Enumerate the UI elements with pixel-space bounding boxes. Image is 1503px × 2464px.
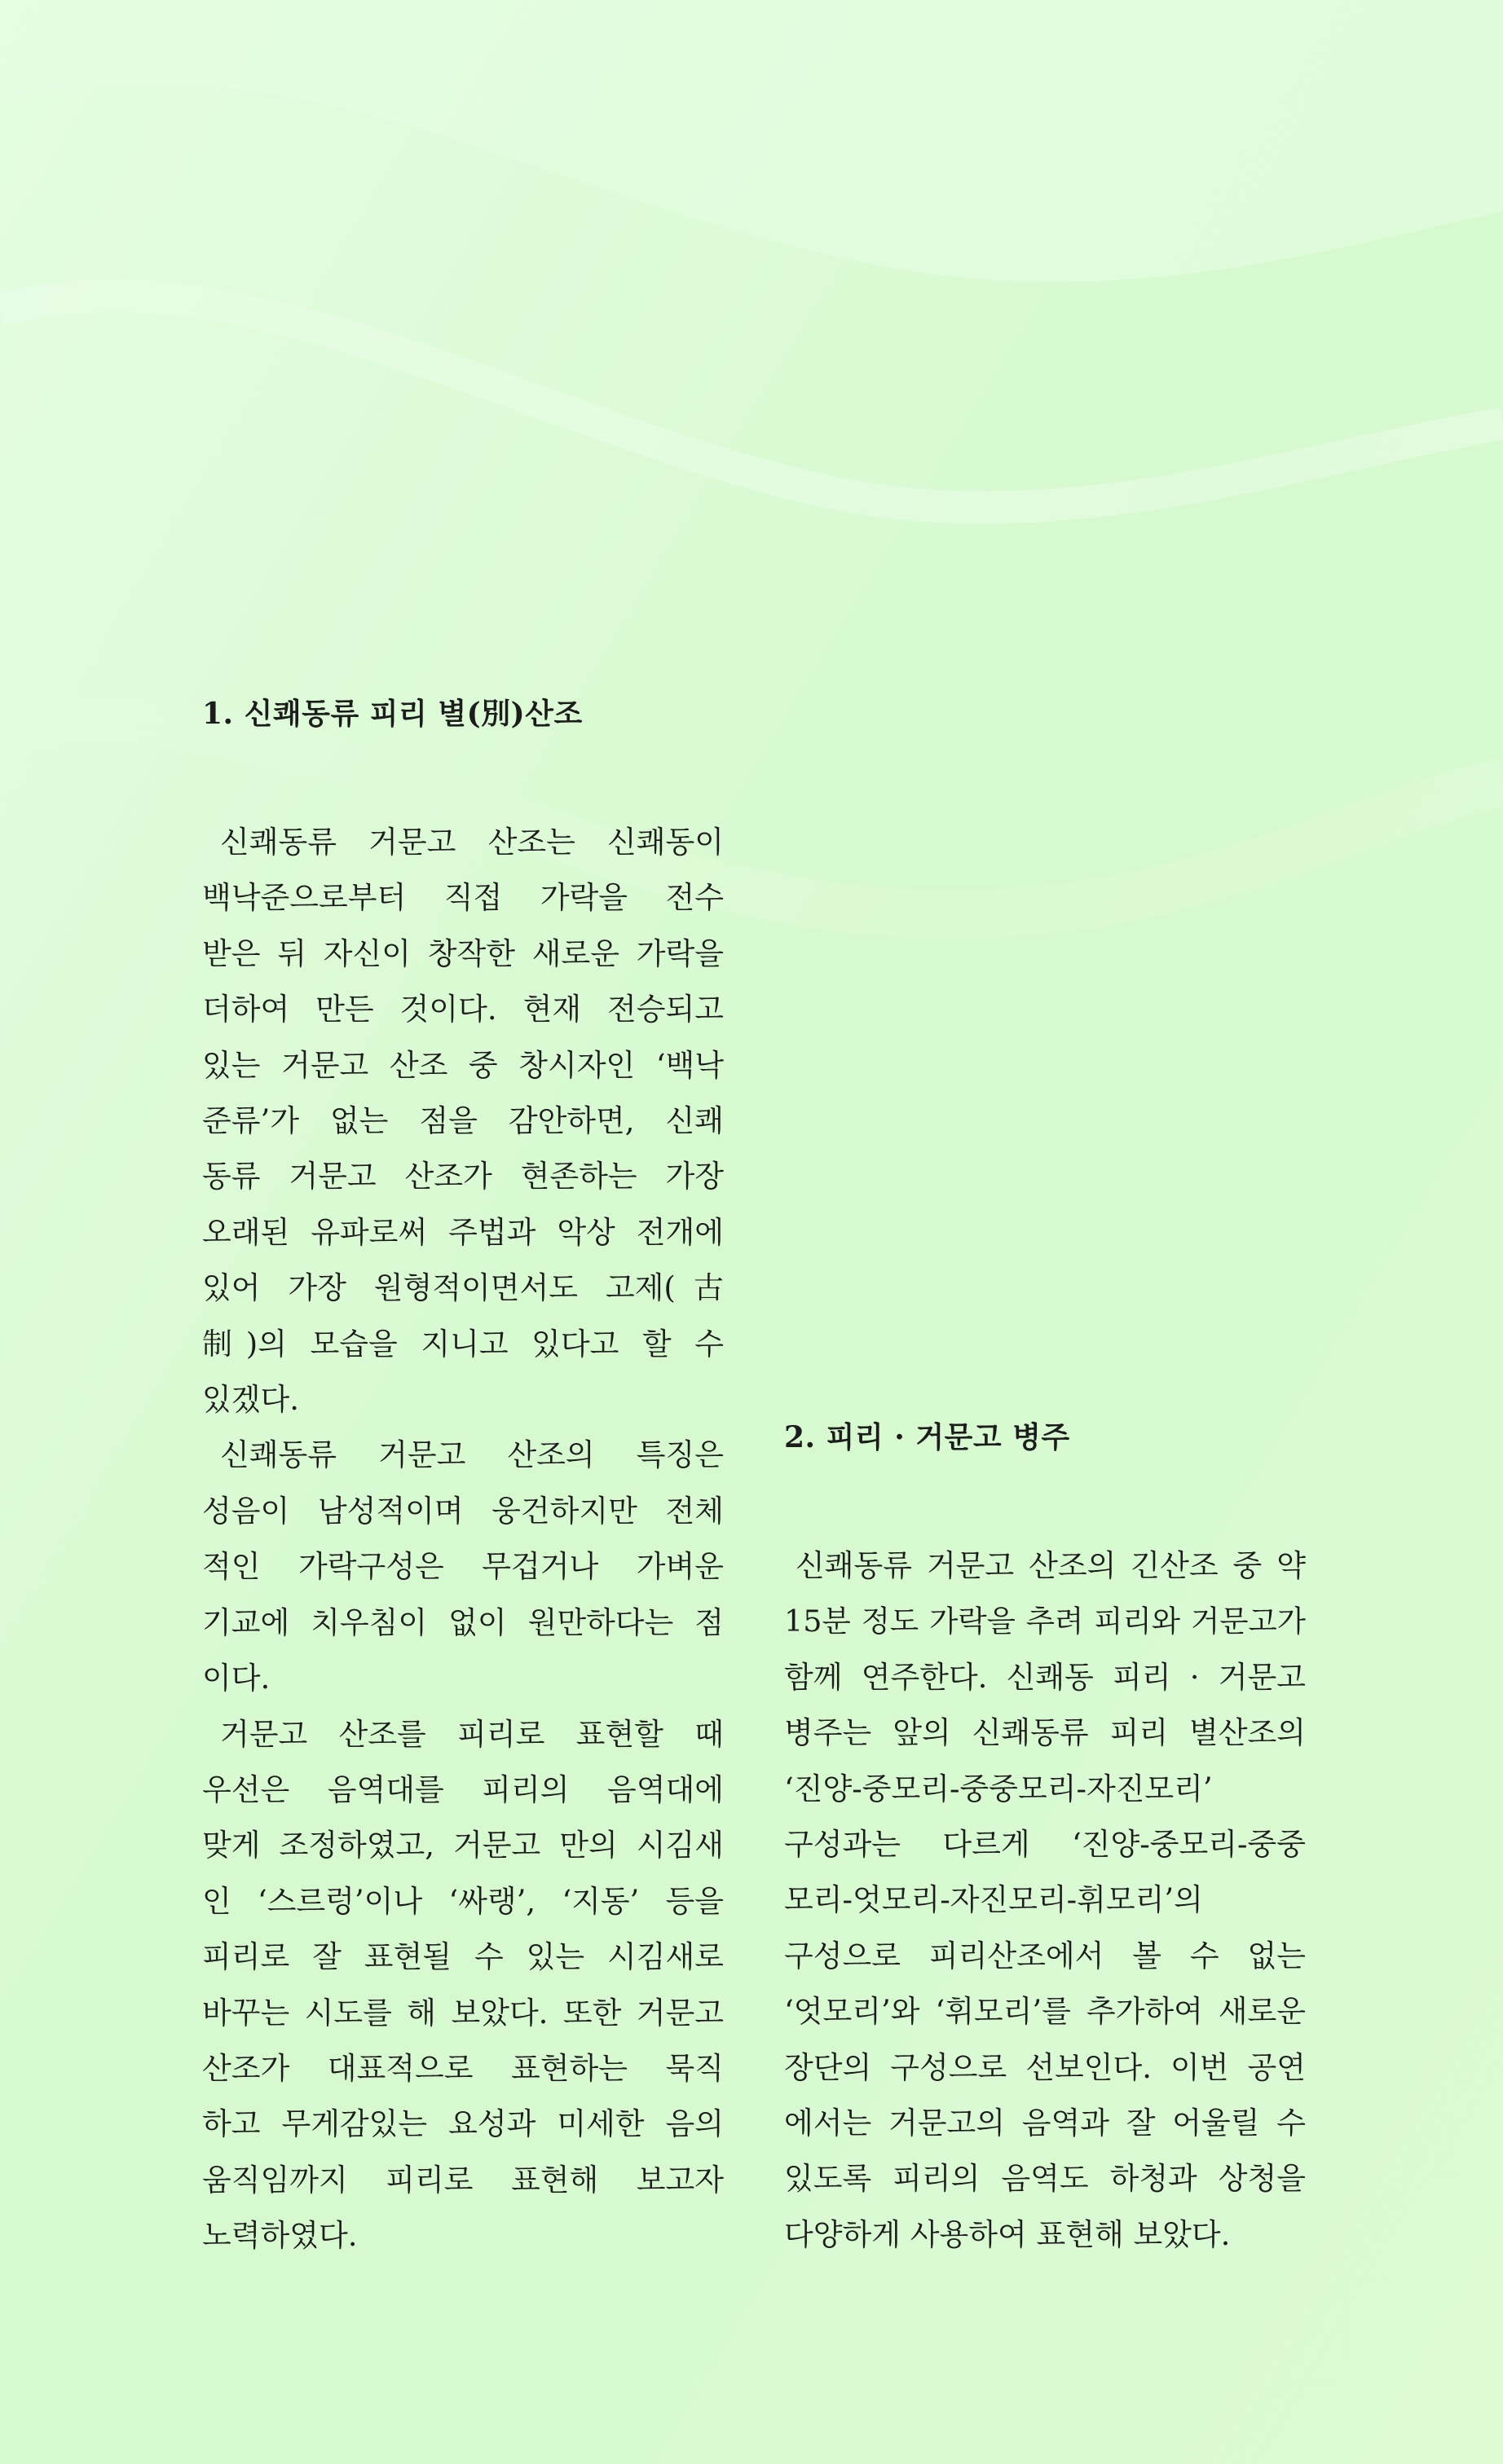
text-line: 우선은 음역대를 피리의 음역대에	[202, 1771, 724, 1807]
text-line: 신쾌동류 거문고 산조의 특징은	[220, 1437, 724, 1473]
paragraph-1	[202, 815, 724, 1428]
text-line: 있겠다.	[202, 1382, 299, 1418]
text-line: 있도록 피리의 음역도 하청과 상청을	[784, 2161, 1306, 2197]
text-line: 오래된 유파로써 주법과 악상 전개에	[202, 1214, 724, 1250]
paragraph-3	[202, 1707, 724, 2264]
text-line: 있어 가장 원형적이면서도 고제(古	[202, 1270, 724, 1306]
text-line: 신쾌동류 거문고 산조는 신쾌동이	[220, 825, 724, 860]
paragraph-2	[202, 1428, 724, 1706]
text-line: 더하여 만든 것이다. 현재 전승되고	[202, 992, 724, 1027]
text-line: ‘엇모리’와 ‘휘모리’를 추가하여 새로운	[784, 1994, 1306, 2030]
section-pili-geomungo-byeongju	[784, 1415, 1306, 2263]
text-line: 신쾌동류 거문고 산조의 긴산조 중 약	[796, 1548, 1306, 1583]
text-line: 구성으로 피리산조에서 볼 수 없는	[784, 1938, 1306, 1973]
text-line: 준류’가 없는 점을 감안하면, 신쾌	[202, 1103, 724, 1139]
text-line: 15분 정도 가락을 추려 피리와 거문고가	[784, 1604, 1306, 1639]
text-line: 성음이 남성적이며 웅건하지만 전체	[202, 1493, 724, 1529]
text-line: ‘진양-중모리-중중모리-자진모리’	[784, 1771, 1213, 1806]
section-heading: 1. 신쾌동류 피리 별(別)산조	[202, 697, 583, 731]
text-line: 있는 거문고 산조 중 창시자인 ‘백낙	[202, 1047, 724, 1083]
text-line: 기교에 치우침이 없이 원만하다는 점	[202, 1604, 724, 1640]
text-line: 받은 뒤 자신이 창작한 새로운 가락을	[202, 935, 724, 971]
text-line: 인 ‘스르렁’이나 ‘싸랭’, ‘지동’ 등을	[202, 1883, 724, 1919]
text-line: 움직임까지 피리로 표현해 보고자	[202, 2162, 724, 2198]
text-line: 制)의 모습을 지니고 있다고 할 수	[202, 1326, 724, 1362]
text-line: 맞게 조정하였고, 거문고 만의 시김새	[202, 1828, 724, 1863]
text-line: 다양하게 사용하여 표현해 보았다.	[784, 2216, 1231, 2252]
text-line: 거문고 산조를 피리로 표현할 때	[220, 1716, 724, 1752]
text-line: 노력하였다.	[202, 2218, 358, 2254]
text-line: 적인 가락구성은 무겁거나 가벼운	[202, 1549, 724, 1585]
text-line: 백낙준으로부터 직접 가락을 전수	[202, 880, 724, 916]
section-pili-byeolsanjo	[202, 691, 724, 2264]
text-line: 에서는 거문고의 음역과 잘 어울릴 수	[784, 2105, 1306, 2141]
text-line: 산조가 대표적으로 표현하는 묵직	[202, 2050, 724, 2086]
paragraph-1	[784, 1538, 1306, 2263]
text-line: 병주는 앞의 신쾌동류 피리 별산조의	[784, 1715, 1306, 1751]
text-line: 장단의 구성으로 선보인다. 이번 공연	[784, 2049, 1306, 2085]
text-line: 하고 무게감있는 요성과 미세한 음의	[202, 2106, 724, 2142]
text-line: 동류 거문고 산조가 현존하는 가장	[202, 1159, 724, 1195]
section-heading: 2. 피리 · 거문고 병주	[784, 1420, 1070, 1454]
text-line: 바꾸는 시도를 해 보았다. 또한 거문고	[202, 1995, 724, 2031]
text-line: 모리-엇모리-자진모리-휘모리’의	[784, 1882, 1203, 1918]
text-line: 피리로 잘 표현될 수 있는 시김새로	[202, 1939, 724, 1975]
text-line: 함께 연주한다. 신쾌동 피리 · 거문고	[784, 1659, 1306, 1695]
text-line: 이다.	[202, 1661, 271, 1696]
text-line: 구성과는 다르게 ‘진양-중모리-중중	[784, 1827, 1306, 1863]
